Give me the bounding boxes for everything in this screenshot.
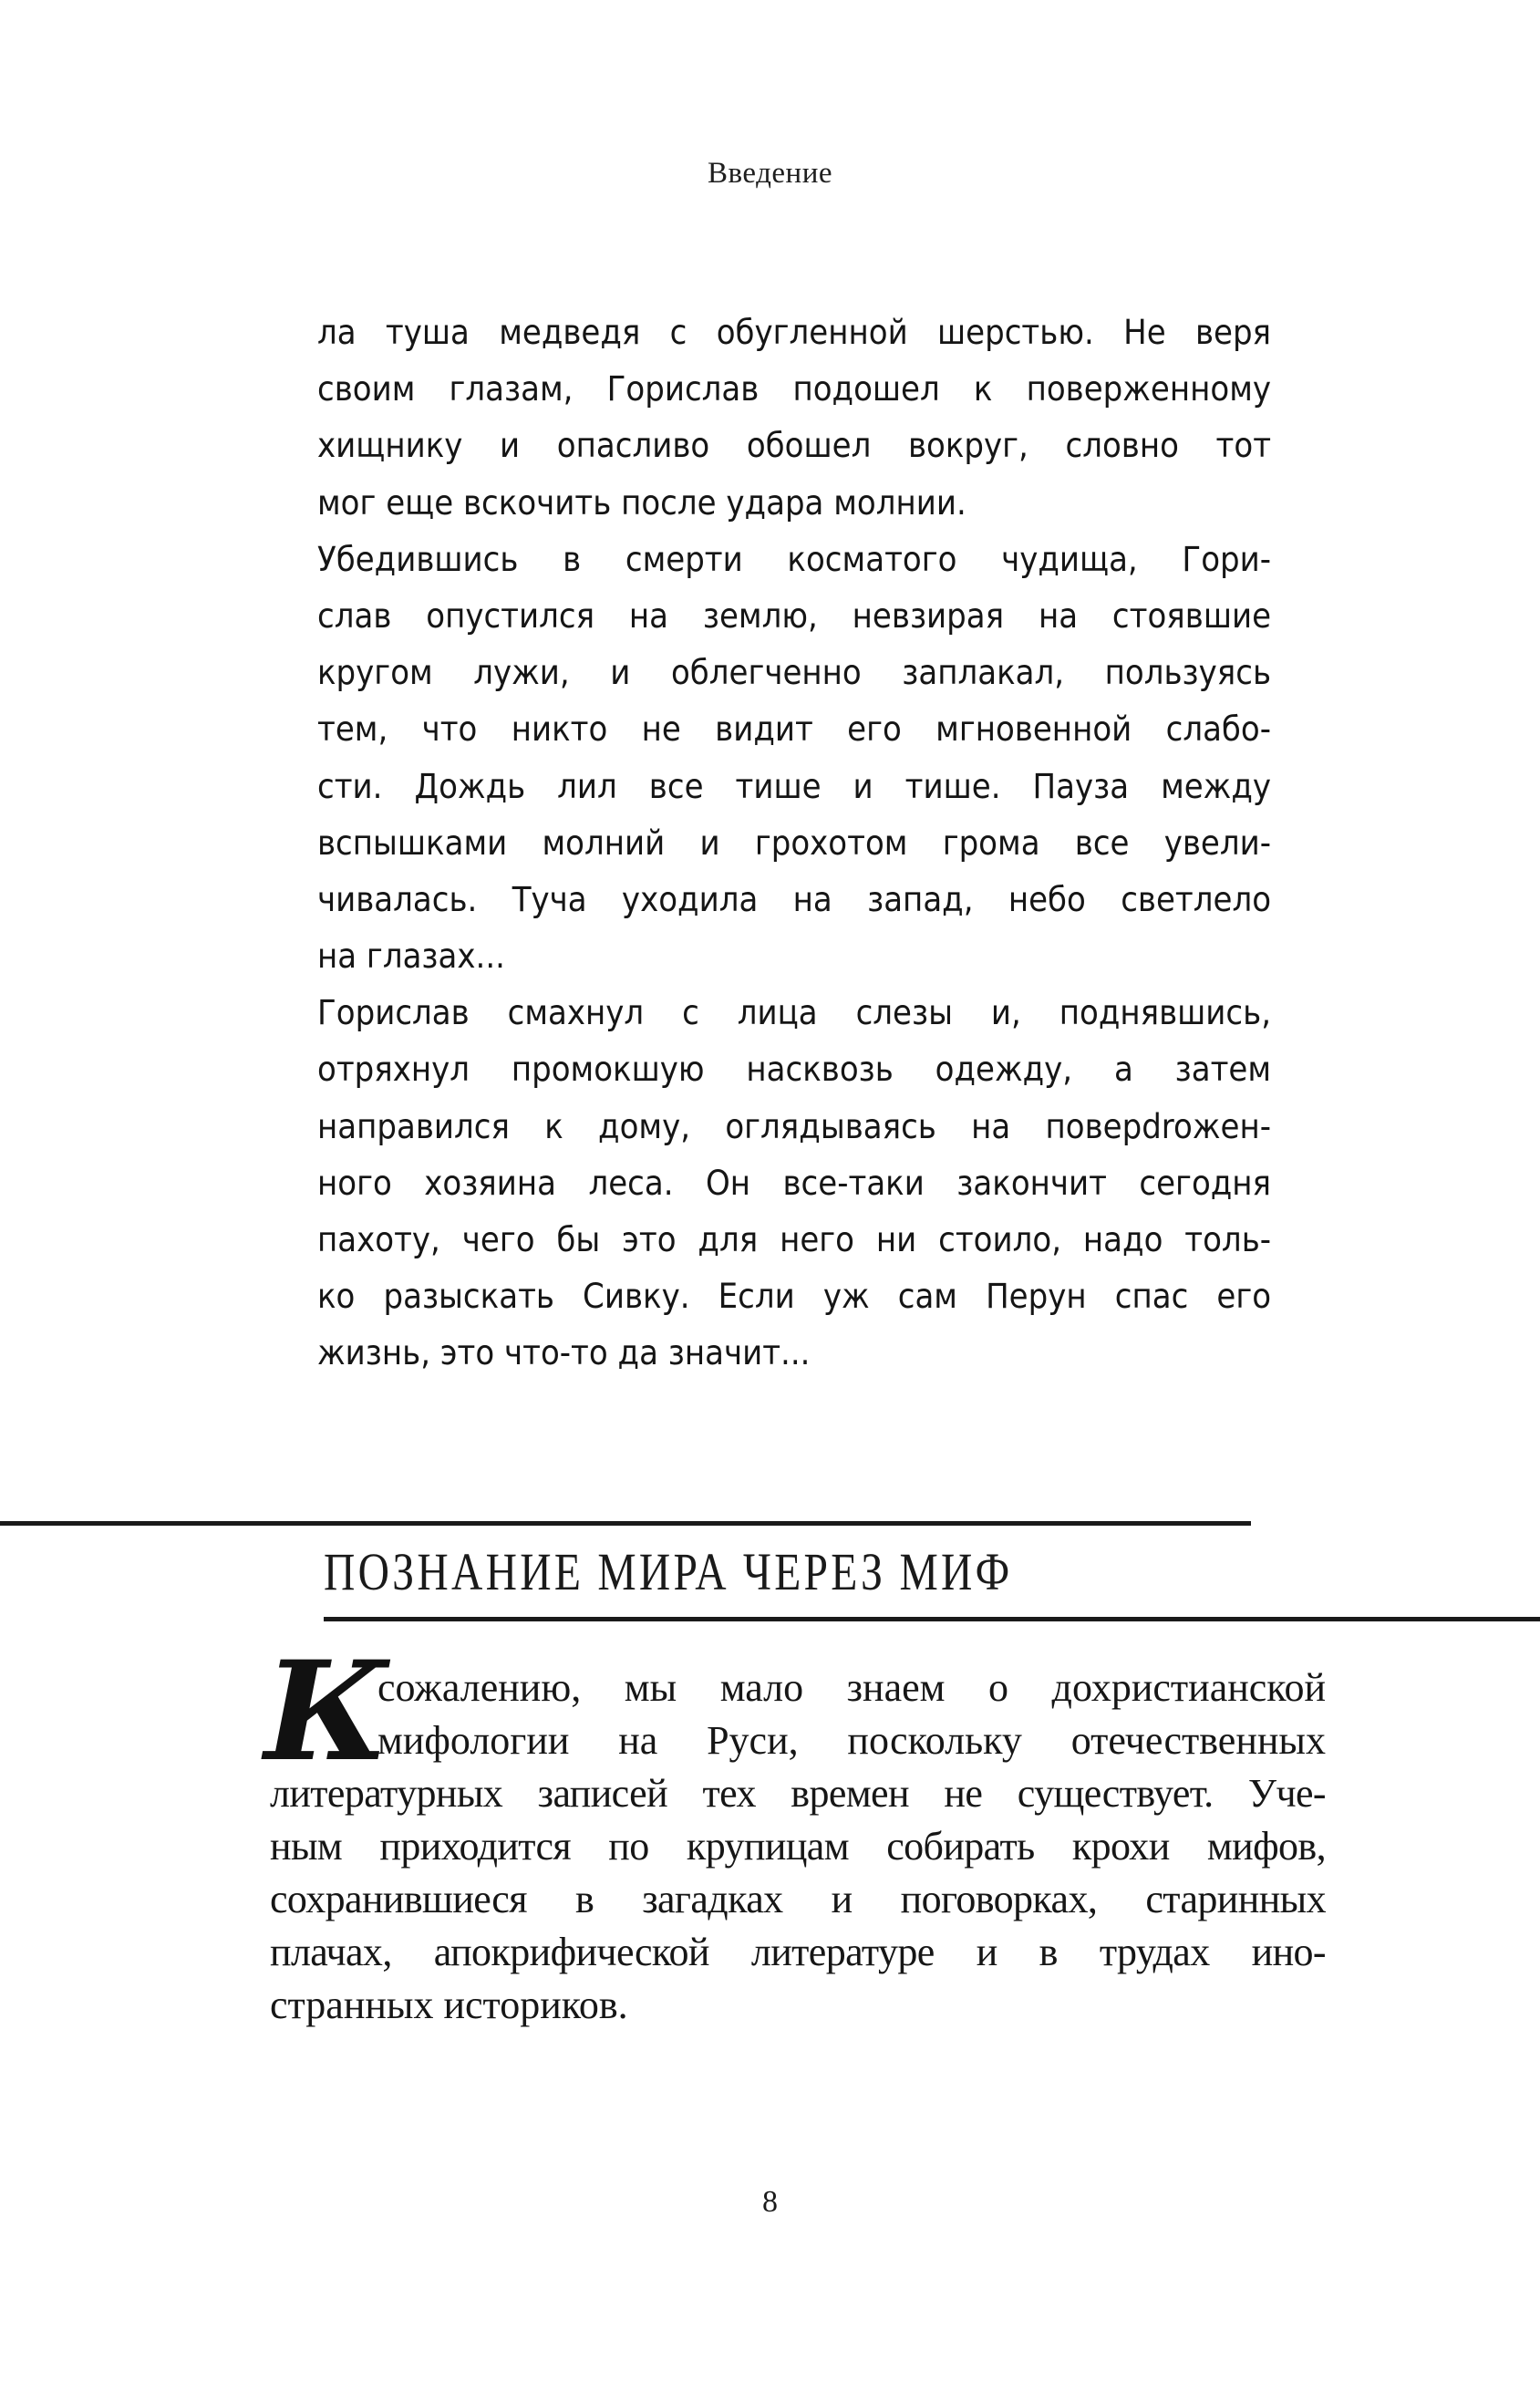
story-line: Горислав смахнул с лица слезы и, поднявшись, xyxy=(317,993,1272,1033)
story-line: своим глазам, Горислав подошел к поверженному xyxy=(317,369,1272,409)
essay-paragraph xyxy=(270,1662,1326,2032)
running-head: Введение xyxy=(707,157,832,190)
story-line: пахоту, чего бы это для него ни стоило, надо толь- xyxy=(317,1220,1272,1259)
essay-line: литературных записей тех времен не существует. Уче- xyxy=(270,1771,1326,1816)
story-line: кругом лужи, и облегченно заплакал, пользуясь xyxy=(317,653,1272,693)
story-line: ла туша медведя с обугленной шерстью. Не веря xyxy=(317,313,1272,352)
essay-line: сохранившиеся в загадках и поговорках, старинных xyxy=(270,1877,1326,1921)
section-rule-top xyxy=(0,1521,1251,1526)
story-line: тем, что никто не видит его мгновенной слабо- xyxy=(317,709,1272,750)
story-line: слав опустился на землю, невзирая на стоявшие xyxy=(317,595,1272,636)
section-rule-bottom xyxy=(324,1617,1540,1621)
story-line: мог еще вскочить после удара молнии. xyxy=(317,482,966,523)
story-line: хищнику и опасливо обошел вокруг, словно тот xyxy=(317,426,1272,466)
drop-cap: К xyxy=(264,1631,389,1792)
section-title: ПОЗНАНИЕ МИРА ЧЕРЕЗ МИФ xyxy=(324,1542,1013,1601)
story-line: сти. Дождь лил все тише и тише. Пауза между xyxy=(317,766,1272,806)
essay-line: ным приходится по крупицам собирать крохи мифов, xyxy=(270,1824,1326,1869)
story-line: ного хозяина леса. Он все-таки закончит сегодня xyxy=(317,1163,1272,1203)
essay-line: сожалению, мы мало знаем о дохристианской xyxy=(377,1665,1326,1710)
story-line: вспышками молний и грохотом грома все увели- xyxy=(317,823,1272,863)
essay-line: плачах, апокрифической литературе и в трудах ино- xyxy=(270,1930,1326,1974)
story-line: направился к дому, оглядываясь на поверdroжен- xyxy=(317,1106,1272,1146)
story-passage xyxy=(317,305,1271,1382)
story-line: на глазах... xyxy=(317,937,506,977)
story-line: жизнь, это что-то да значит... xyxy=(317,1333,811,1373)
essay-line: мифологии на Руси, поскольку отечественных xyxy=(377,1718,1326,1763)
story-line: отряхнул промокшую насквозь одежду, а затем xyxy=(317,1050,1272,1090)
story-line: чивалась. Туча уходила на запад, небо светлело xyxy=(317,879,1272,919)
story-line: ко разыскать Сивку. Если уж сам Перун спас его xyxy=(317,1277,1272,1317)
page-number: 8 xyxy=(762,2185,778,2219)
story-line: Убедившись в смерти косматого чудища, Гори- xyxy=(317,539,1272,579)
essay-line: странных историков. xyxy=(270,1983,628,2027)
